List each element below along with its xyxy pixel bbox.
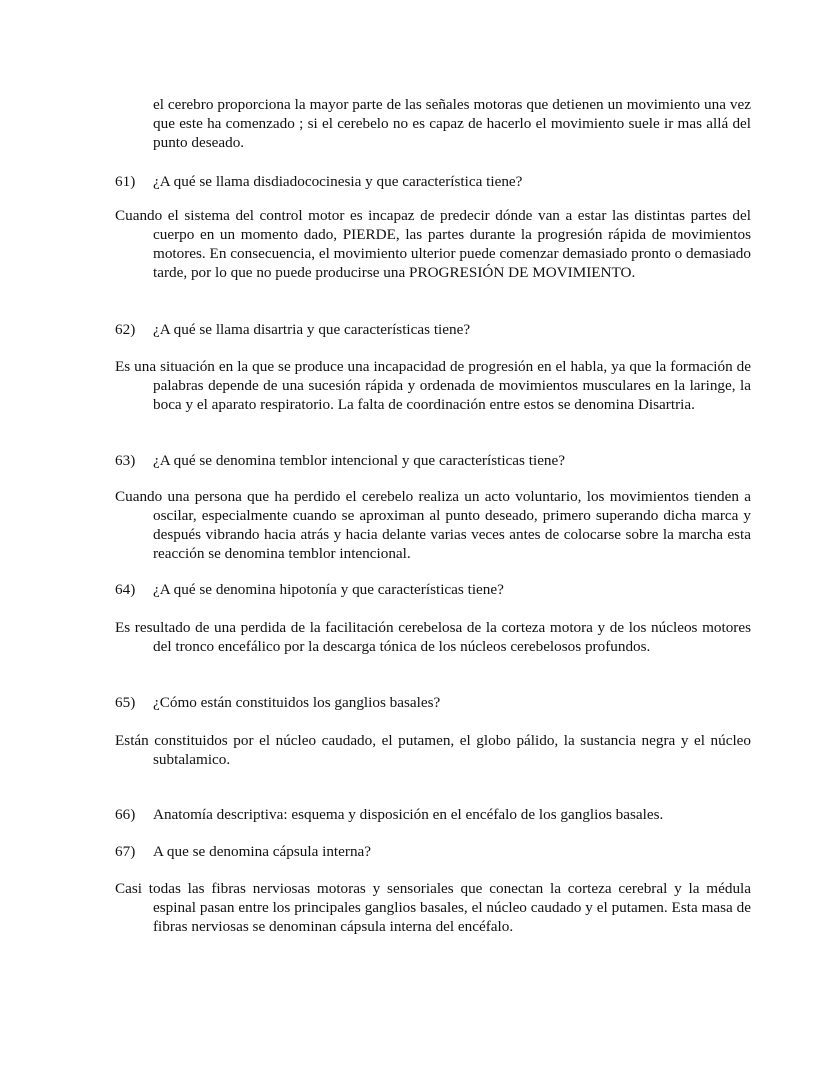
question-number: 61) [115, 173, 136, 190]
question-text: ¿A qué se denomina temblor intencional y que características tiene? [153, 452, 566, 469]
continuation-paragraph: el cerebro proporciona la mayor parte de las señales motoras que detienen un movimiento una vez que este ha comenzado ; si el cerebelo no es capaz de hacerlo el movimiento suele ir mas allá del punto deseado. [153, 96, 751, 151]
question-64 [115, 580, 713, 599]
answer-62: Es una situación en la que se produce una incapacidad de progresión en el habla, ya que la formación de palabras depende de una sucesión rápida y ordenada de movimientos musculares en la laringe, la boca y el aparato respiratorio. La falta de coordinación entre estos se denomina Disartria. [115, 358, 751, 413]
question-text: A que se denomina cápsula interna? [153, 843, 372, 860]
answer-67: Casi todas las fibras nerviosas motoras y sensoriales que conectan la corteza cerebral y la médula espinal pasan entre los principales ganglios basales, el núcleo caudado y el putamen. Esta masa de fibras nerviosas se denominan cápsula interna del encéfalo. [115, 880, 751, 935]
question-67 [115, 842, 713, 861]
question-63 [115, 451, 713, 470]
question-number: 65) [115, 694, 136, 711]
question-number: 66) [115, 806, 136, 823]
question-text: ¿A qué se denomina hipotonía y que características tiene? [153, 581, 504, 598]
question-text: Anatomía descriptiva: esquema y disposición en el encéfalo de los ganglios basales. [153, 806, 664, 823]
question-65 [115, 693, 713, 712]
question-text: ¿A qué se llama disdiadococinesia y que característica tiene? [153, 173, 523, 190]
question-61 [115, 172, 713, 191]
question-number: 63) [115, 452, 136, 469]
question-number: 67) [115, 843, 136, 860]
answer-63: Cuando una persona que ha perdido el cerebelo realiza un acto voluntario, los movimientos tienden a oscilar, especialmente cuando se aproximan al punto deseado, primero superando dicha marca y después vibrando hacia atrás y hacia delante varias veces antes de colocarse sobre la marcha esta reacción se denomina temblor intencional. [115, 488, 751, 562]
answer-65: Están constituidos por el núcleo caudado, el putamen, el globo pálido, la sustancia negra y el núcleo subtalamico. [115, 732, 751, 768]
question-62 [115, 320, 713, 339]
question-number: 64) [115, 581, 136, 598]
question-text: ¿A qué se llama disartria y que características tiene? [153, 321, 471, 338]
question-text: ¿Cómo están constituidos los ganglios basales? [153, 694, 441, 711]
question-66 [115, 805, 713, 824]
question-number: 62) [115, 321, 136, 338]
answer-61: Cuando el sistema del control motor es incapaz de predecir dónde van a estar las distintas partes del cuerpo en un momento dado, PIERDE, las partes durante la progresión rápida de movimientos motores. En consecuencia, el movimiento ulterior puede comenzar demasiado pronto o demasiado tarde, por lo que no puede producirse una PROGRESIÓN DE MOVIMIENTO. [115, 207, 751, 281]
answer-64: Es resultado de una perdida de la facilitación cerebelosa de la corteza motora y de los núcleos motores del tronco encefálico por la descarga tónica de los núcleos cerebelosos profundos. [115, 619, 751, 655]
